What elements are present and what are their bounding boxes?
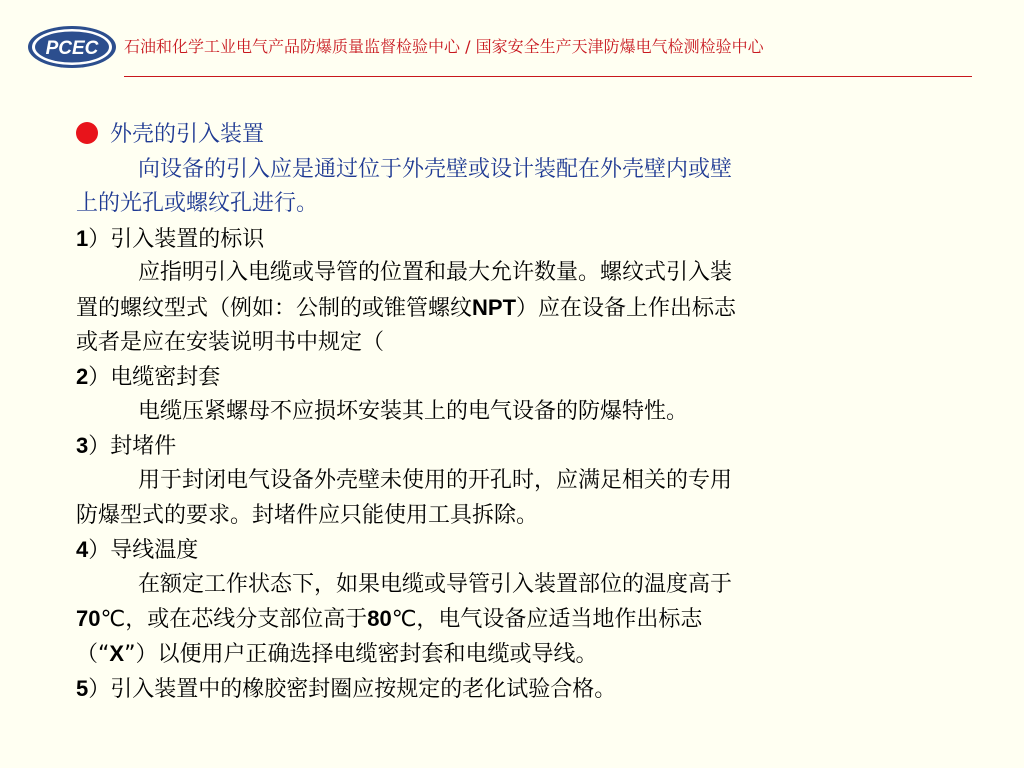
section-heading-line: [76, 118, 946, 153]
intro-line: 向设备的引入应是通过位于外壳壁或设计装配在外壳壁内或壁: [138, 156, 733, 182]
item-3-line: 用于封闭电气设备外壳壁未使用的开孔时，应满足相关的专用: [138, 467, 733, 493]
item-title-1: 1）引入装置的标识: [76, 225, 265, 252]
item-title-5: 5）引入装置中的橡胶密封圈应按规定的老化试验合格。: [76, 675, 617, 702]
item-4-line: （“X”）以便用户正确选择电缆密封套和电缆或导线。: [76, 640, 598, 667]
item-title-3: 3）封堵件: [76, 433, 177, 460]
header-divider: [124, 76, 972, 77]
item-4-line: 在额定工作状态下，如果电缆或导管引入装置部位的温度高于: [138, 571, 733, 597]
item-1-text: 应指明引入电缆或导管的位置和最大允许数量。螺纹式引入装: [138, 260, 733, 286]
item-1-line: 置的螺纹型式（例如：公制的或锥管螺纹NPT）应在设备上作出标志: [76, 294, 737, 321]
item-title-2: 2）电缆密封套: [76, 364, 221, 391]
item-1-line: [76, 256, 946, 291]
item-3-line: 防爆型式的要求。封堵件应只能使用工具拆除。: [76, 502, 539, 528]
intro-line: 上的光孔或螺纹孔进行。: [76, 191, 319, 217]
item-2-line: 电缆压紧螺母不应损坏安装其上的电气设备的防爆特性。: [138, 398, 689, 424]
pcec-logo: [26, 24, 118, 70]
bullet-dot-icon: [76, 122, 98, 144]
item-title-4: 4）导线温度: [76, 537, 199, 564]
section-heading: 外壳的引入装置: [110, 122, 265, 147]
logo-text: PCEC: [45, 38, 99, 59]
item-1-line: 或者是应在安装说明书中规定（: [76, 329, 385, 355]
header-title: 石油和化学工业电气产品防爆质量监督检验中心 / 国家安全生产天津防爆电气检测检验中心: [124, 37, 764, 56]
slide-content: [76, 118, 946, 706]
item-4-line: 70℃，或在芯线分支部位高于80℃，电气设备应适当地作出标志: [76, 606, 703, 633]
